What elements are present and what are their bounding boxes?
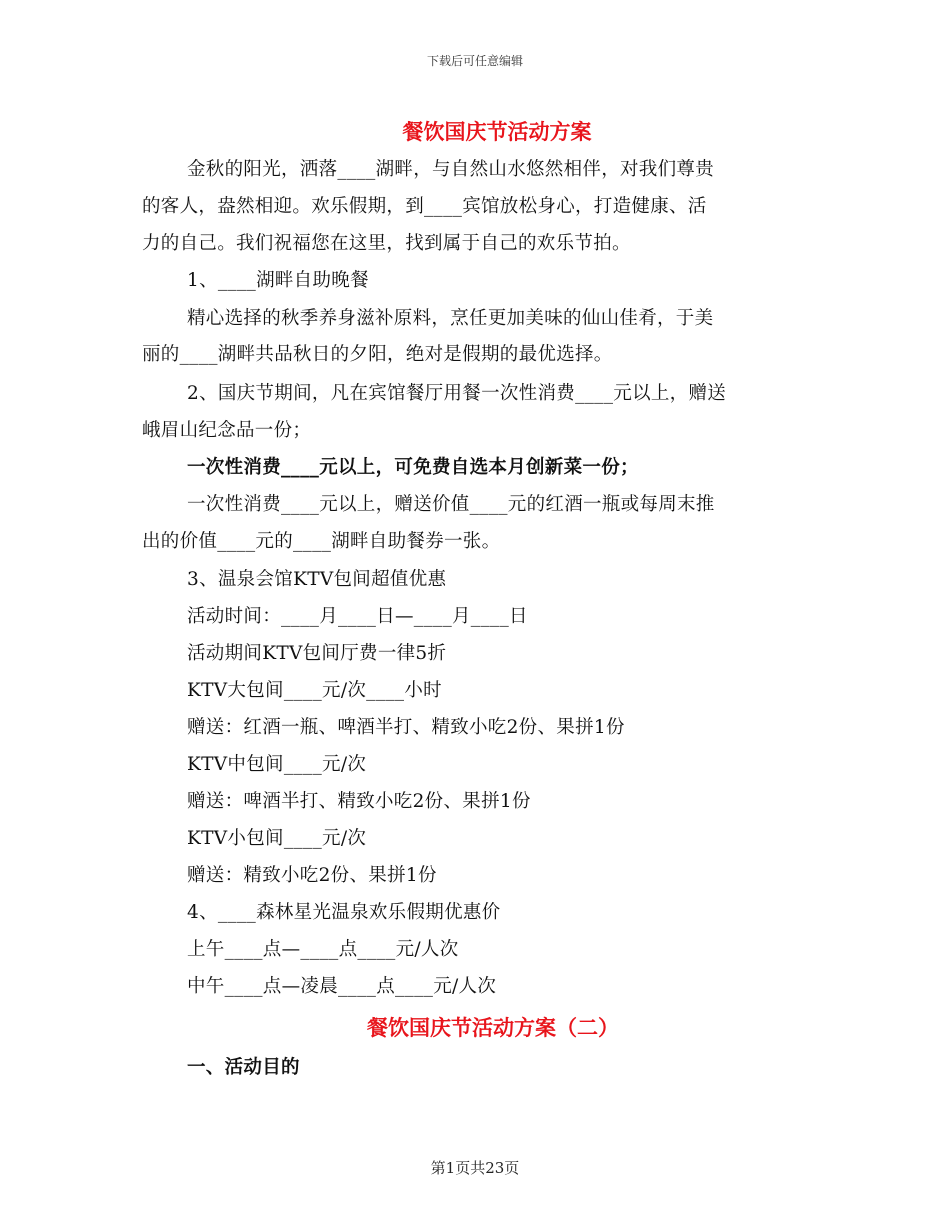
paragraph-line: 活动时间：____月____日—____月____日 [187,606,528,627]
paragraph-line: 丽的____湖畔共品秋日的夕阳，绝对是假期的最优选择。 [142,344,613,365]
page-header: 下载后可任意编辑 [426,54,523,68]
paragraph-line: 上午____点—____点____元/人次 [187,939,459,960]
paragraph-line: 峨眉山纪念品一份； [142,420,312,441]
list-item-heading: 4、____森林星光温泉欢乐假期优惠价 [187,902,501,923]
bold-paragraph-line: 一次性消费____元以上，可免费自选本月创新菜一份； [187,457,639,478]
section-heading: 一、活动目的 [187,1057,300,1078]
paragraph-line: KTV小包间____元/次 [187,828,367,849]
paragraph-line: 精心选择的秋季养身滋补原料，烹任更加美味的仙山佳肴，于美 [187,308,714,329]
paragraph-line: 金秋的阳光，洒落____湖畔，与自然山水悠然相伴，对我们尊贵 [187,159,715,180]
page-footer: 第1页共23页 [430,1159,520,1177]
list-item-heading: 3、温泉会馆KTV包间超值优惠 [187,569,447,590]
paragraph-line: 一次性消费____元以上，赠送价值____元的红酒一瓶或每周末推 [187,494,715,515]
paragraph-line: 出的价值____元的____湖畔自助餐券一张。 [142,531,501,552]
paragraph-line: 赠送：精致小吃2份、果拼1份 [187,865,437,886]
paragraph-line: KTV大包间____元/次____小时 [187,680,442,701]
paragraph-line: 的客人，盎然相迎。欢乐假期，到____宾馆放松身心，打造健康、活 [142,196,707,217]
document-title: 餐饮国庆节活动方案 [402,120,592,144]
paragraph-line: 活动期间KTV包间厅费一律5折 [187,643,447,664]
list-item-heading: 2、国庆节期间，凡在宾馆餐厅用餐一次性消费____元以上，赠送 [187,383,727,404]
paragraph-line: KTV中包间____元/次 [187,754,367,775]
list-item-heading: 1、____湖畔自助晚餐 [187,270,369,291]
paragraph-line: 赠送：红酒一瓶、啤酒半打、精致小吃2份、果拼1份 [187,717,625,738]
paragraph-line: 力的自己。我们祝福您在这里，找到属于自己的欢乐节拍。 [142,233,631,254]
paragraph-line: 中午____点—凌晨____点____元/人次 [187,976,497,997]
paragraph-line: 赠送：啤酒半打、精致小吃2份、果拼1份 [187,791,531,812]
section-title: 餐饮国庆节活动方案（二） [367,1016,619,1040]
